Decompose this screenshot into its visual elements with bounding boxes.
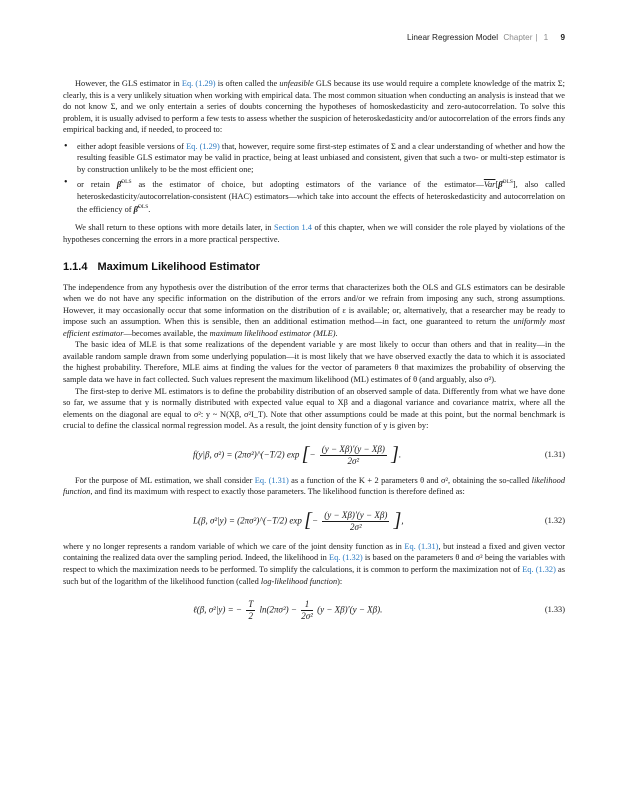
equation-link[interactable]: Eq. (1.32) [522,564,556,574]
running-title: Linear Regression Model [407,33,499,42]
equation-1-32: L(β, σ²|y) = (2πσ²)^(−T/2) exp [− $\frac{(y - X\beta)'(y - X\beta)}{\text{2σ²}}$ ], (1.32) [193,509,565,532]
equation-number: (1.33) [544,605,565,615]
equation-number: (1.32) [544,515,565,525]
equation-link[interactable]: Eq. (1.29) [186,141,220,151]
chapter-number: 1 [543,33,549,42]
equation-link[interactable]: Eq. (1.31) [254,475,289,485]
section-number: 1.1.4 [63,261,88,274]
section-heading [63,262,565,274]
equation-link[interactable]: Eq. (1.32) [328,553,363,563]
options-list [63,141,565,216]
paragraph-mle-idea: The basic idea of MLE is that some realizations of the dependent variable y are most likely to occur than others and that in reality—in the available random sample drawn from some underlying population—it is most likely that we have observed exactly the data to which it is associated the highest probability. Therefore, MLE aims at finding the values for the vector of parameters θ that maximizes the probability of observing the sample data we have in fact collected. Such values represent the maximum likelihood (ML) estimates of θ (and arguably, also σ²). [63,340,565,385]
equation-link[interactable]: Eq. (1.29) [181,79,216,88]
equation-link[interactable]: Eq. (1.31) [404,541,439,551]
running-header: Linear Regression Model Chapter | 1 9 [407,33,565,42]
equation-number: (1.31) [544,449,565,459]
page-number: 9 [560,33,565,42]
paragraph-likelihood: For the purpose of ML estimation, we shall consider Eq. (1.31) as a function of the K + 2 parameters θ and σ², obtaining the so-called likelihood function, and find its maximum with respect to exactly those parameters. The likelihood function is therefore defined as: [63,475,566,497]
equation-1-31: f(y|β, σ²) = (2πσ²)^(−T/2) exp [− $\frac{(y - X\beta)'(y - X\beta)}{\text{2σ²}}$ ]. (1.31) [193,443,565,466]
body-text [63,78,565,630]
chapter-label: Chapter [503,33,533,42]
list-item: • or retain β̂$^{OLS}$ as the estimator of choice, but adopting estimators of the variance of the $estimator—\overline{Var}[\betâ^{OLS}]$, also called heteroskedasticity/autocorrelation-consistent (HAC) estimators—which take into account the effects of heteroskedasticity and autocorrelation on the efficiency of β̂$^{OLS}$. [63,177,565,216]
list-item: • either adopt feasible versions of Eq. (1.29) that, however, require some first-step estimates of Σ and a clear understanding of whether and how the resulting feasible GLS estimator may be valid in practice, being at least unbiased and consistent, given that such a two- or multi-step estimator is by construction unlikely to be the most efficient one; [63,141,565,176]
paragraph-gls-unfeasible: However, the GLS estimator in Eq. (1.29) is often called the unfeasible GLS because its use would require a complete knowledge of the matrix Σ; clearly, this is a very unlikely situation when working with empirical data. The most common situation when conducting an analysis is instead that we do not know Σ, and we only entertain a series of doubts concerning the hypotheses of homoskedasticity and zero-autocorrelation. To solve this problem, it is usually advised to perform a few tests to assess whether the suspicion of heteroskedasticity and/or autocorrelation of the errors finds any empirical backing and, if needed, to proceed to: [63,79,565,135]
section-link[interactable]: Section 1.4 [274,223,312,233]
paragraph-log-likelihood: where y no longer represents a random variable of which we care of the joint density function as in Eq. (1.31), but instead a fixed and given vector containing the realized data over the sampling period. Indeed, the likelihood in Eq. (1.32) is based on the parameters θ and σ² being the variables with respect to which the maximization needs to be performed. To simplify the calculations, it is common to perform the maximization not of Eq. (1.32) as such but of the logarithm of the likelihood function (called log-likelihood function): [63,541,566,586]
section-title: Maximum Likelihood Estimator [97,261,261,274]
paragraph-first-step: The first-step to derive ML estimators is to define the probability distribution of an observed sample of data. Differently from what we have done so far, we assume that y is normally distributed with expected value equal to Xβ and a diagonal variance and covariance matrix, where all the elements on the diagonal are equal to σ²: y ~ N(Xβ, σ²I_T). Note that other assumptions could be made at this point, but the normal benchmark is crucial to define the classical normal regression model. As a result, the joint density function of y is given by: [63,386,565,431]
paragraph-mle-intro: The independence from any hypothesis over the distribution of the error terms that characterizes both the OLS and GLS estimators can be desirable when we do not have any specific information on the distribution of the errors and/or we refrain from imposing any such, strong assumptions. However, it may occasionally occur that some information on the distribution of ε is available; or, alternatively, that a researcher may be ready to impose such an assumption. When this is sensible, then an additional estimation method—in fact, one guaranteed to return the uniformly most efficient estimator—becomes available, the maximum likelihood estimator (MLE). [63,282,565,338]
equation-1-33: ℓ(β, σ²|y) = − $\frac{T}{2}$ ln(2πσ²) − $\frac{1}{\text{2σ²}}$ (y − Xβ)′(y − Xβ). (1.33) [193,599,565,622]
paragraph-return-options: We shall return to these options with more details later, in Section 1.4 of this chapter, when we will consider the role played by violations of the hypotheses concerning the errors in a more practical perspective. [63,223,565,244]
